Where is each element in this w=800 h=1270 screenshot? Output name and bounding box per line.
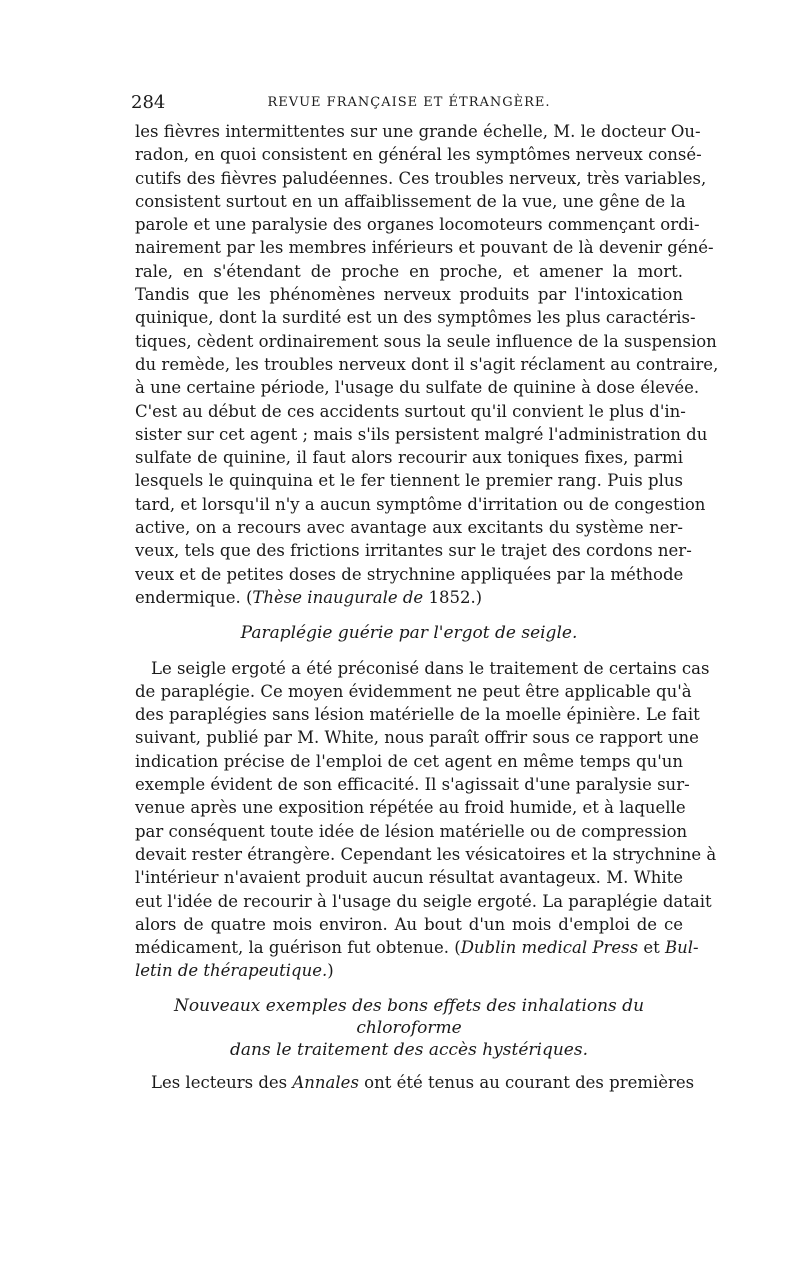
text-line: tiques, cèdent ordinairement sous la seule influence de la suspension — [135, 331, 717, 351]
text-line: sister sur cet agent ; mais s'ils persistent malgré l'administration du — [135, 424, 708, 444]
citation-source: Thèse inaugurale de — [252, 587, 424, 607]
citation-suffix: 1852.) — [423, 587, 483, 607]
text-line: du remède, les troubles nerveux dont il s'agit réclament au contraire, — [135, 354, 719, 374]
journal-title: REVUE FRANÇAISE ET ÉTRANGÈRE. — [267, 95, 551, 110]
section-heading-chloroform — [135, 995, 683, 1061]
text-line: cutifs des fièvres paludéennes. Ces troubles nerveux, très variables, — [135, 168, 707, 188]
text-line: venue après une exposition répétée au froid humide, et à laquelle — [135, 798, 686, 818]
section-heading-paraplegia: Paraplégie guérie par l'ergot de seigle. — [240, 623, 578, 644]
citation-prefix: endermique. ( — [135, 587, 253, 607]
text-line: l'intérieur n'avaient produit aucun résultat avantageux. M. White — [135, 868, 683, 888]
text-line: veux, tels que des frictions irritantes sur le trajet des cordons ner- — [135, 541, 692, 561]
text-line: C'est au début de ces accidents surtout qu'il convient le plus d'in- — [135, 401, 686, 421]
text-line: par conséquent toute idée de lésion matérielle ou de compression — [135, 821, 688, 841]
text-line: sulfate de quinine, il faut alors recourir aux toniques fixes, parmi — [135, 448, 683, 468]
citation-source: Bul- — [664, 938, 699, 958]
text-line: exemple évident de son efficacité. Il s'agissait d'une paralysie sur- — [135, 775, 690, 795]
text-line: radon, en quoi consistent en général les symptômes nerveux consé- — [135, 145, 702, 165]
text-line: Tandis que les phénomènes nerveux produits par l'intoxication — [135, 285, 683, 305]
text-line: lesquels le quinquina et le fer tiennent le premier rang. Puis plus — [135, 471, 683, 491]
text-line: eut l'idée de recourir à l'usage du seigle ergoté. La paraplégie datait — [135, 891, 712, 911]
text-line — [135, 1071, 695, 1094]
text-line: à une certaine période, l'usage du sulfate de quinine à dose élevée. — [135, 378, 700, 398]
text-line: de paraplégie. Ce moyen évidemment ne peut être applicable qu'à — [135, 681, 692, 701]
citation-joiner: et — [638, 938, 665, 958]
text-line: indication précise de l'emploi de cet agent en même temps qu'un — [135, 751, 683, 771]
text-line: nairement par les membres inférieurs et pouvant de là devenir géné- — [135, 238, 714, 258]
citation-source: letin de thérapeutique. — [135, 961, 328, 981]
citation-suffix: ) — [327, 961, 334, 981]
page-number: 284 — [131, 92, 166, 113]
journal-name: Annales — [292, 1072, 359, 1092]
text-line: quinique, dont la surdité est un des symptômes les plus caractéris- — [135, 308, 696, 328]
text-line-citation — [135, 959, 683, 982]
text-line: suivant, publié par M. White, nous paraît offrir sous ce rapport une — [135, 728, 699, 748]
text-line: alors de quatre mois environ. Au bout d'un mois d'emploi de ce — [135, 914, 683, 934]
citation-prefix: médicament, la guérison fut obtenue. ( — [135, 938, 461, 958]
text-line: active, on a recours avec avantage aux excitants du système ner- — [135, 518, 683, 538]
paragraph-fevers — [135, 120, 719, 609]
heading-line: Nouveaux exemples des bons effets des inhalations du chloroforme — [173, 995, 645, 1038]
text-line: des paraplégies sans lésion matérielle de la moelle épinière. Le fait — [135, 705, 700, 725]
text-line-citation — [135, 936, 699, 959]
text-prefix: Les lecteurs des — [151, 1072, 293, 1092]
paragraph-paraplegia — [135, 657, 717, 983]
text-line-citation — [135, 586, 683, 609]
text-line: les fièvres intermittentes sur une grande échelle, M. le docteur Ou- — [135, 122, 701, 141]
document-page — [131, 88, 719, 1094]
text-line: consistent surtout en un affaiblissement de la vue, une gêne de la — [135, 191, 686, 211]
text-line: Le seigle ergoté a été préconisé dans le traitement de certains cas — [151, 658, 710, 678]
text-line: parole et une paralysie des organes locomoteurs commençant ordi- — [135, 215, 700, 235]
heading-line: dans le traitement des accès hystériques. — [230, 1039, 588, 1060]
text-line: veux et de petites doses de strychnine appliquées par la méthode — [135, 564, 684, 584]
text-suffix: ont été tenus au courant des premières — [358, 1072, 695, 1092]
running-head — [131, 88, 683, 118]
text-line: rale, en s'étendant de proche en proche, et amener la mort. — [135, 261, 683, 281]
text-line: tard, et lorsqu'il n'y a aucun symptôme d'irritation ou de congestion — [135, 494, 706, 514]
paragraph-chloroform — [135, 1071, 695, 1094]
citation-source: Dublin medical Press — [460, 938, 639, 958]
text-line: devait rester étrangère. Cependant les vésicatoires et la strychnine à — [135, 844, 717, 864]
